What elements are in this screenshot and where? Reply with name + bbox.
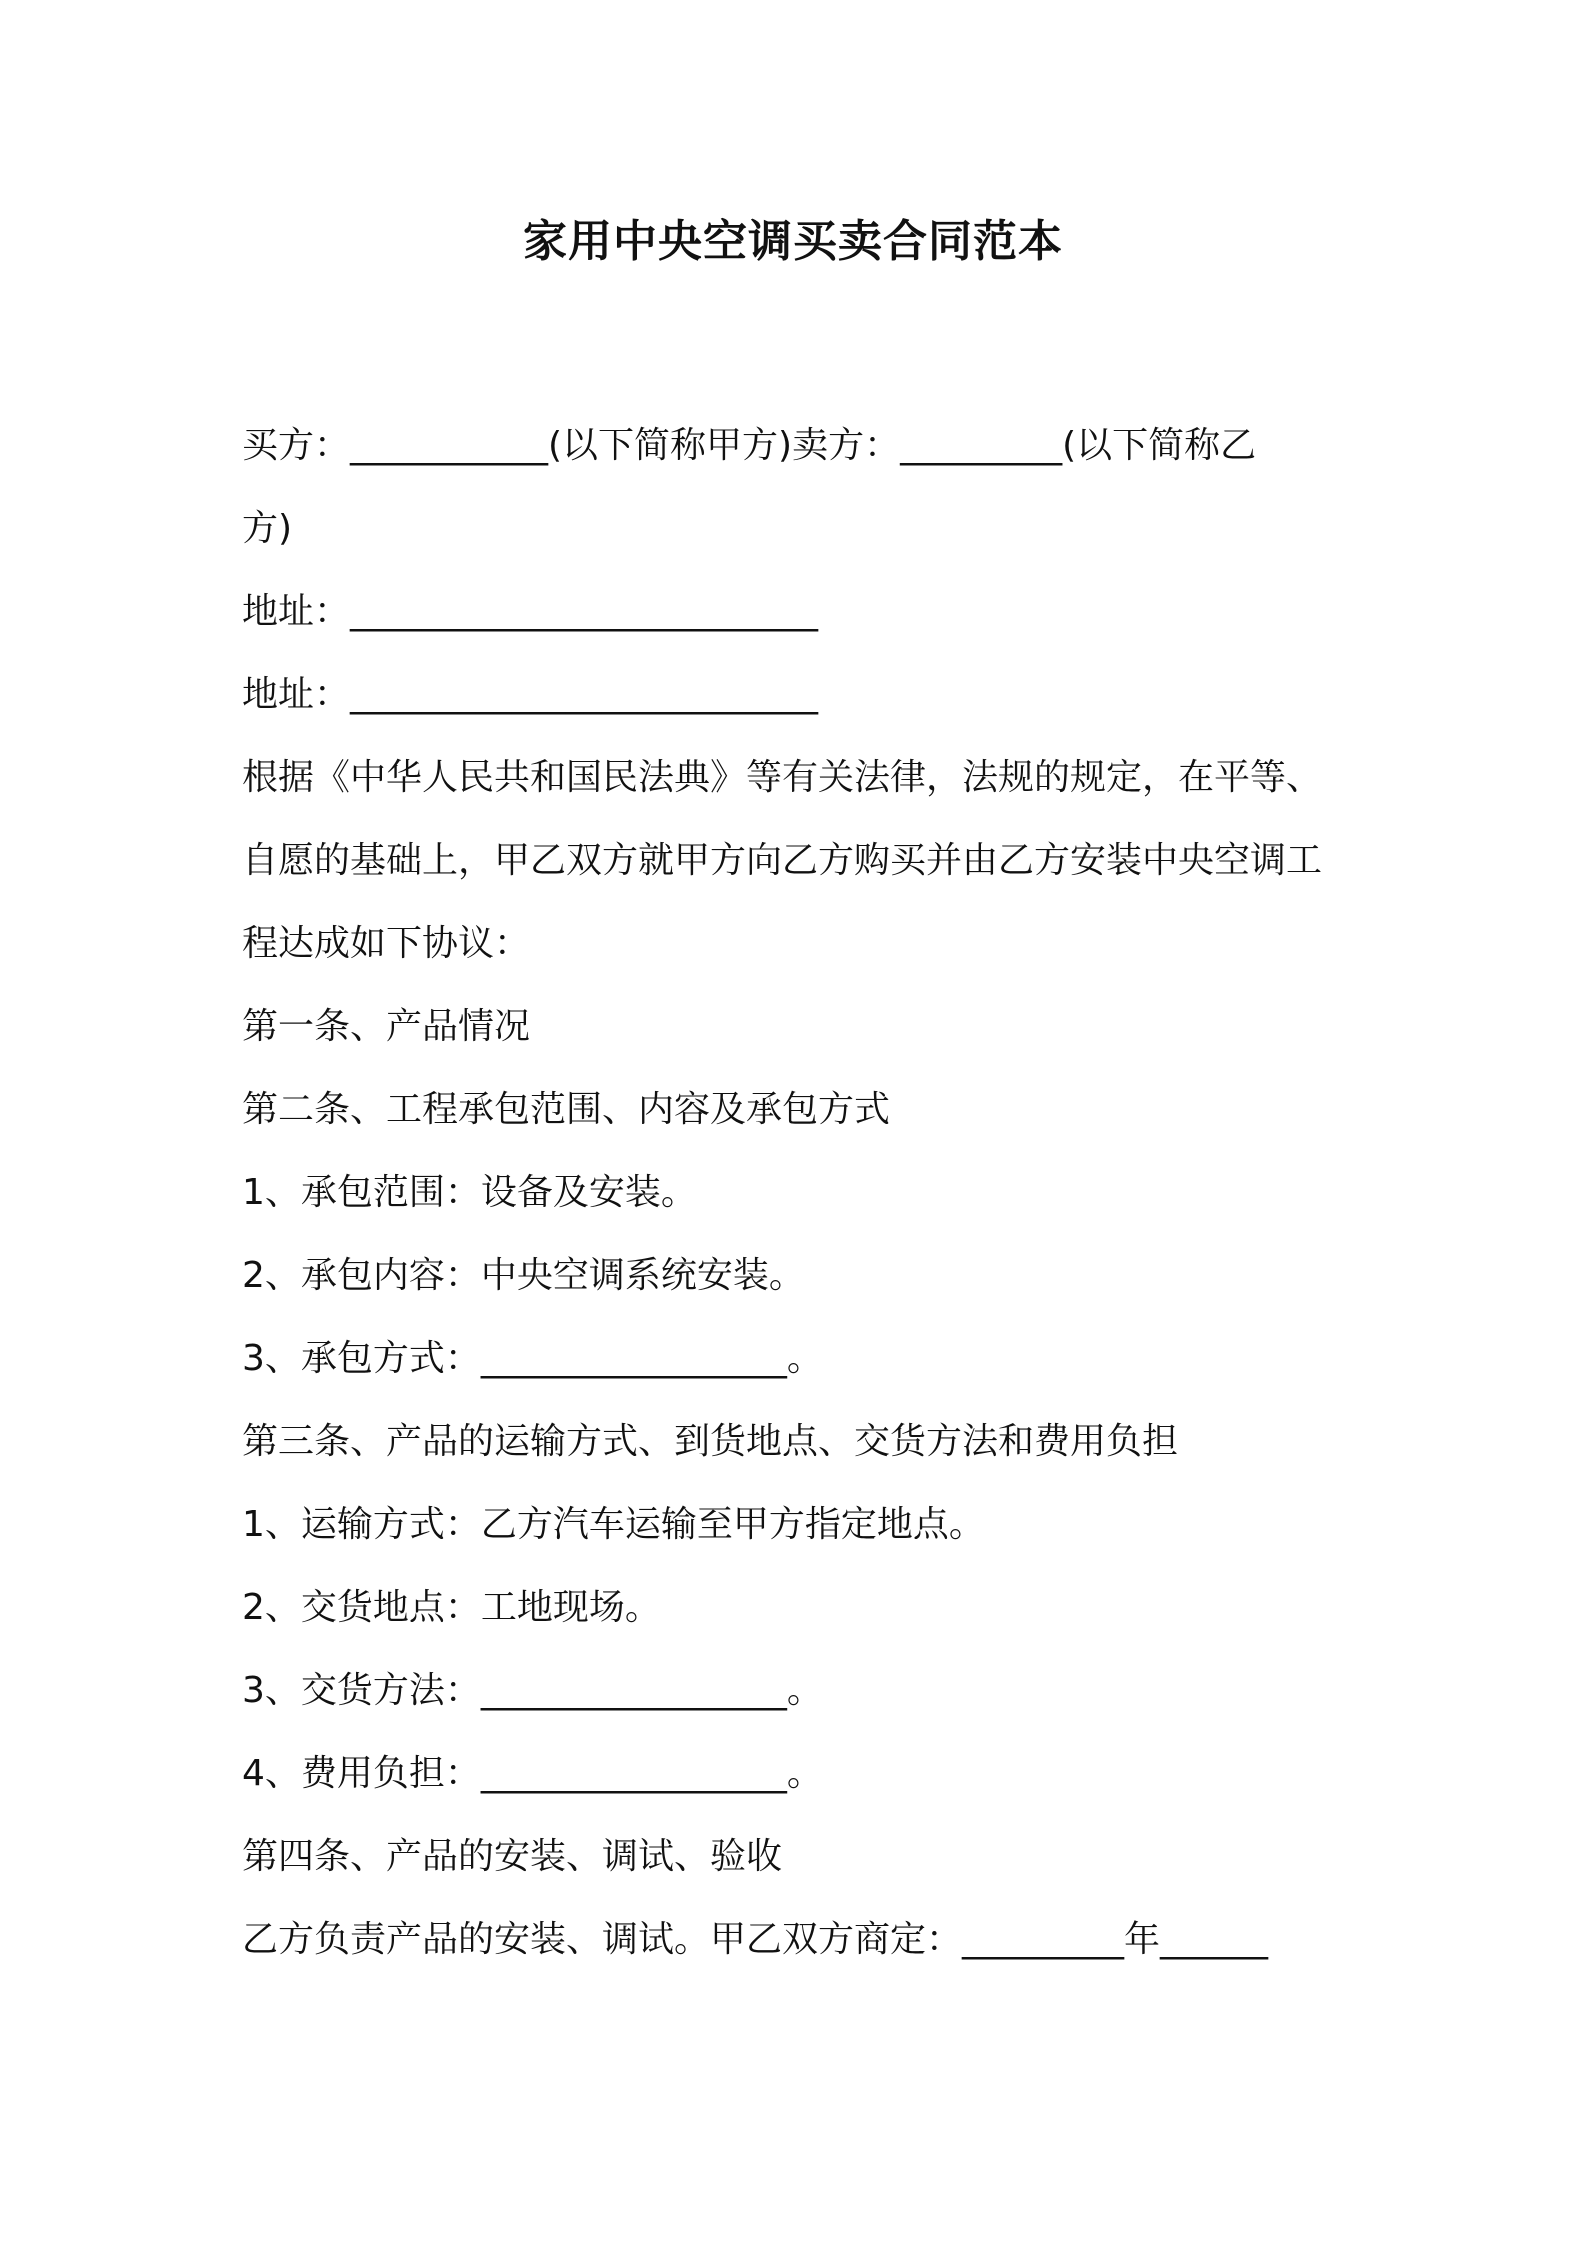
clause-line: 1、承包范围：设备及安装。 (242, 1172, 697, 1213)
clause-line: 2、交货地点：工地现场。 (242, 1587, 661, 1628)
clause-line: 2、承包内容：中央空调系统安装。 (242, 1255, 805, 1296)
clause-line: 3、交货方法：_________________。 (242, 1670, 823, 1711)
clause-line: 3、承包方式：_________________。 (242, 1338, 823, 1379)
clause-line: 4、费用负担：_________________。 (242, 1753, 823, 1794)
preamble-line: 程达成如下协议： (242, 923, 531, 964)
address-line: 地址：__________________________ (242, 674, 819, 715)
article-heading: 第二条、工程承包范围、内容及承包方式 (242, 1089, 891, 1130)
clause-line: 1、运输方式：乙方汽车运输至甲方指定地点。 (242, 1504, 985, 1545)
document-body (242, 404, 1352, 1981)
article-heading: 第一条、产品情况 (242, 1006, 531, 1047)
article-heading: 第四条、产品的安装、调试、验收 (242, 1836, 783, 1877)
buyer-seller-line-continued: 方) (242, 508, 293, 549)
preamble-line: 自愿的基础上，甲乙双方就甲方向乙方购买并由乙方安装中央空调工 (242, 840, 1323, 881)
buyer-seller-line: 买方：___________(以下简称甲方)卖方：_________(以下简称乙 (242, 425, 1257, 466)
article-heading: 第三条、产品的运输方式、到货地点、交货方法和费用负担 (242, 1421, 1179, 1462)
clause-line: 乙方负责产品的安装、调试。甲乙双方商定：_________年______ (242, 1919, 1269, 1960)
address-line: 地址：__________________________ (242, 591, 819, 632)
document-title: 家用中央空调买卖合同范本 (523, 216, 1063, 267)
preamble-line: 根据《中华人民共和国民法典》等有关法律，法规的规定，在平等、 (242, 757, 1323, 798)
